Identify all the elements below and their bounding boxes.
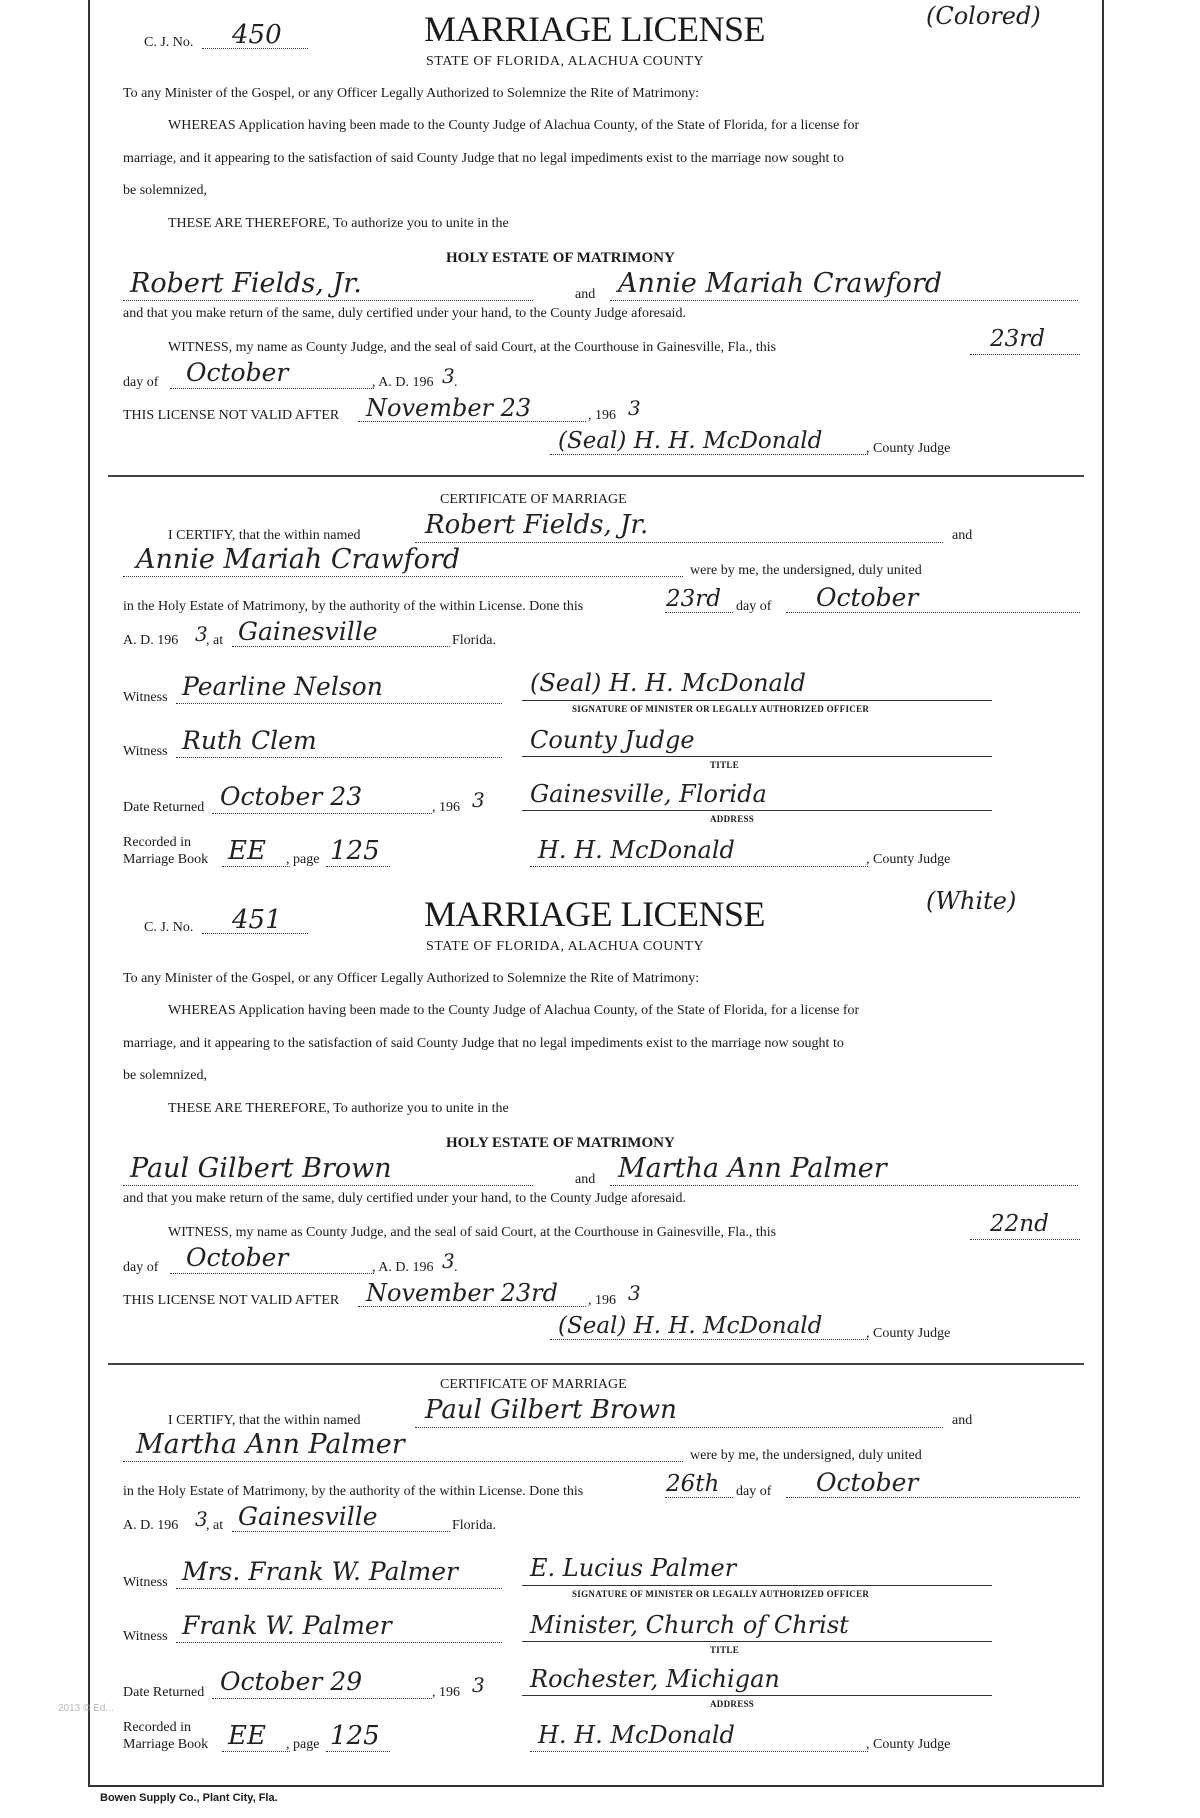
officer-title-line bbox=[522, 1641, 992, 1642]
whereas-line-2: marriage, and it appearing to the satisfaction of said County Judge that no legal impediments exist to the marriage now sought to bbox=[123, 1036, 844, 1051]
done-day-of: day of bbox=[736, 599, 772, 614]
address-line: To any Minister of the Gospel, or any Officer Legally Authorized to Solemnize the Rite of Matrimony: bbox=[123, 971, 700, 986]
witness-line: WITNESS, my name as County Judge, and the seal of said Court, at the Courthouse in Gainesville, Fla., this bbox=[168, 1225, 777, 1240]
cert-and-label: and bbox=[952, 1413, 973, 1428]
month-line bbox=[170, 1273, 374, 1274]
officer-address: Rochester, Michigan bbox=[530, 1665, 780, 1693]
recorder-sign-line bbox=[530, 866, 868, 867]
holy-estate-line: in the Holy Estate of Matrimony, by the authority of the within License. Done this bbox=[123, 599, 584, 614]
ad2-label: A. D. 196 bbox=[123, 633, 179, 648]
officer-title-line bbox=[522, 756, 992, 757]
witness-2-line bbox=[176, 1642, 502, 1643]
license-year-digit: 3 bbox=[442, 364, 455, 388]
ad-label: , A. D. 196 bbox=[372, 1260, 434, 1275]
ad2-label: A. D. 196 bbox=[123, 1518, 179, 1533]
at-label: , at bbox=[206, 1518, 224, 1533]
florida-label: Florida. bbox=[452, 633, 496, 648]
cert-and-label: and bbox=[952, 528, 973, 543]
signature-caption: SIGNATURE OF MINISTER OR LEGALLY AUTHORIZED OFFICER bbox=[572, 1589, 870, 1599]
groom-name: Robert Fields, Jr. bbox=[130, 268, 362, 299]
county-judge-label: , County Judge bbox=[866, 1326, 951, 1341]
document-sheet bbox=[88, 0, 1104, 1787]
done-day-line bbox=[665, 612, 733, 613]
cert-groom-line bbox=[415, 542, 943, 543]
holy-estate-heading: HOLY ESTATE OF MATRIMONY bbox=[446, 1135, 675, 1151]
done-month-line bbox=[786, 612, 1080, 613]
not-valid-year-digit: 3 bbox=[628, 1281, 641, 1305]
not-valid-year-digit: 3 bbox=[628, 396, 641, 420]
judge-sign-line bbox=[550, 1339, 868, 1340]
page-label: , page bbox=[286, 852, 320, 867]
cert-groom-line bbox=[415, 1427, 943, 1428]
at-label: , at bbox=[206, 633, 224, 648]
title-caption: TITLE bbox=[710, 760, 740, 770]
license-month: October bbox=[186, 1243, 289, 1272]
judge-sign-line bbox=[550, 454, 868, 455]
ad-label: , A. D. 196 bbox=[372, 375, 434, 390]
not-valid-year-label: , 196 bbox=[588, 1293, 616, 1308]
witness-1-name: Pearline Nelson bbox=[182, 672, 383, 701]
record-page: 125 bbox=[330, 1721, 380, 1751]
officer-sign-line bbox=[522, 700, 992, 701]
witness-2-name: Frank W. Palmer bbox=[182, 1611, 392, 1640]
cj-label: C. J. No. bbox=[144, 920, 194, 935]
place-line bbox=[232, 646, 450, 647]
certify-label: I CERTIFY, that the within named bbox=[168, 1413, 361, 1428]
page-label: , page bbox=[286, 1737, 320, 1752]
witness-2-name: Ruth Clem bbox=[182, 726, 317, 755]
recorded-label-1: Recorded in bbox=[123, 835, 192, 850]
certify-label: I CERTIFY, that the within named bbox=[168, 528, 361, 543]
date-returned: October 29 bbox=[220, 1667, 363, 1696]
officer-address: Gainesville, Florida bbox=[530, 780, 767, 808]
returned-year-digit: 3 bbox=[472, 788, 485, 812]
judge-signature: (Seal) H. H. McDonald bbox=[558, 1313, 823, 1339]
return-line: and that you make return of the same, duly certified under your hand, to the County Judge aforesaid. bbox=[123, 306, 686, 321]
race-note: (Colored) bbox=[926, 2, 1041, 30]
recorder-caption: , County Judge bbox=[866, 1737, 951, 1752]
address-caption: ADDRESS bbox=[710, 1699, 755, 1709]
book-line bbox=[222, 866, 290, 867]
ad-end: . bbox=[454, 375, 458, 390]
recorder-signature: H. H. McDonald bbox=[538, 836, 735, 864]
divider bbox=[108, 1363, 1084, 1365]
cert-bride-name: Martha Ann Palmer bbox=[136, 1429, 405, 1460]
whereas-line-1: WHEREAS Application having been made to the County Judge of Alachua County, of the State of Florida, for a license for bbox=[168, 118, 860, 133]
witness-2-label: Witness bbox=[123, 744, 168, 759]
recorded-label-2: Marriage Book bbox=[123, 852, 209, 867]
cj-number: 451 bbox=[232, 905, 282, 935]
florida-label: Florida. bbox=[452, 1518, 496, 1533]
therefore-line: THESE ARE THEREFORE, To authorize you to unite in the bbox=[168, 1101, 509, 1116]
date-returned-label: Date Returned bbox=[123, 1685, 205, 1700]
ad-end: . bbox=[454, 1260, 458, 1275]
witness-day-line bbox=[970, 354, 1080, 355]
recorder-caption: , County Judge bbox=[866, 852, 951, 867]
groom-name: Paul Gilbert Brown bbox=[130, 1153, 392, 1184]
not-valid-year-label: , 196 bbox=[588, 408, 616, 423]
holy-estate-line: in the Holy Estate of Matrimony, by the authority of the within License. Done this bbox=[123, 1484, 584, 1499]
done-day: 23rd bbox=[666, 586, 721, 612]
cert-bride-line bbox=[123, 576, 683, 577]
marriage-book: EE bbox=[228, 1721, 266, 1751]
recorder-signature: H. H. McDonald bbox=[538, 1721, 735, 1749]
witness-1-label: Witness bbox=[123, 1575, 168, 1590]
done-day: 26th bbox=[666, 1471, 720, 1497]
and-label: and bbox=[575, 287, 596, 302]
witness-day: 23rd bbox=[990, 326, 1045, 352]
therefore-line: THESE ARE THEREFORE, To authorize you to unite in the bbox=[168, 216, 509, 231]
returned-year-label: , 196 bbox=[432, 800, 460, 815]
not-valid-label: THIS LICENSE NOT VALID AFTER bbox=[123, 1293, 340, 1308]
ad2-year-digit: 3 bbox=[195, 1507, 208, 1531]
page-line bbox=[326, 1751, 390, 1752]
officer-sign-line bbox=[522, 1585, 992, 1586]
license-title: MARRIAGE LICENSE bbox=[424, 9, 765, 49]
date-returned-line bbox=[212, 813, 432, 814]
united-label: were by me, the undersigned, duly united bbox=[690, 563, 922, 578]
bride-line bbox=[610, 300, 1078, 301]
recorder-sign-line bbox=[530, 1751, 868, 1752]
marriage-place: Gainesville bbox=[238, 1502, 378, 1531]
certificate-title: CERTIFICATE OF MARRIAGE bbox=[440, 1377, 627, 1392]
day-of-label: day of bbox=[123, 1260, 159, 1275]
county-judge-label: , County Judge bbox=[866, 441, 951, 456]
witness-1-line bbox=[176, 1588, 502, 1589]
not-valid-date: November 23 bbox=[366, 394, 532, 422]
printer-imprint: Bowen Supply Co., Plant City, Fla. bbox=[100, 1792, 278, 1804]
address-caption: ADDRESS bbox=[710, 814, 755, 824]
cert-groom-name: Robert Fields, Jr. bbox=[425, 510, 649, 540]
page-line bbox=[326, 866, 390, 867]
license-month: October bbox=[186, 358, 289, 387]
officer-signature: (Seal) H. H. McDonald bbox=[530, 669, 806, 697]
place-line bbox=[232, 1531, 450, 1532]
ad2-year-digit: 3 bbox=[195, 622, 208, 646]
returned-year-label: , 196 bbox=[432, 1685, 460, 1700]
date-returned: October 23 bbox=[220, 782, 363, 811]
witness-day: 22nd bbox=[990, 1211, 1049, 1237]
record-page: 125 bbox=[330, 836, 380, 866]
recorded-label-2: Marriage Book bbox=[123, 1737, 209, 1752]
license-subtitle: STATE OF FLORIDA, ALACHUA COUNTY bbox=[426, 54, 705, 69]
license-title: MARRIAGE LICENSE bbox=[424, 894, 765, 934]
officer-address-line bbox=[522, 810, 992, 811]
and-label: and bbox=[575, 1172, 596, 1187]
watermark-stamp: 2013 © Ed... bbox=[58, 1703, 114, 1714]
date-returned-line bbox=[212, 1698, 432, 1699]
month-line bbox=[170, 388, 374, 389]
witness-1-label: Witness bbox=[123, 690, 168, 705]
whereas-line-3: be solemnized, bbox=[123, 183, 207, 198]
holy-estate-heading: HOLY ESTATE OF MATRIMONY bbox=[446, 250, 675, 266]
book-line bbox=[222, 1751, 290, 1752]
officer-address-line bbox=[522, 1695, 992, 1696]
witness-2-label: Witness bbox=[123, 1629, 168, 1644]
license-subtitle: STATE OF FLORIDA, ALACHUA COUNTY bbox=[426, 939, 705, 954]
groom-line bbox=[123, 300, 533, 301]
done-month-line bbox=[786, 1497, 1080, 1498]
witness-2-line bbox=[176, 757, 502, 758]
address-line: To any Minister of the Gospel, or any Officer Legally Authorized to Solemnize the Rite of Matrimony: bbox=[123, 86, 700, 101]
done-day-line bbox=[665, 1497, 733, 1498]
license-year-digit: 3 bbox=[442, 1249, 455, 1273]
date-returned-label: Date Returned bbox=[123, 800, 205, 815]
officer-title: Minister, Church of Christ bbox=[530, 1611, 849, 1639]
bride-line bbox=[610, 1185, 1078, 1186]
not-valid-date: November 23rd bbox=[366, 1279, 559, 1307]
returned-year-digit: 3 bbox=[472, 1673, 485, 1697]
witness-line: WITNESS, my name as County Judge, and the seal of said Court, at the Courthouse in Gainesville, Fla., this bbox=[168, 340, 777, 355]
bride-name: Annie Mariah Crawford bbox=[618, 268, 943, 299]
day-of-label: day of bbox=[123, 375, 159, 390]
whereas-line-2: marriage, and it appearing to the satisfaction of said County Judge that no legal impediments exist to the marriage now sought to bbox=[123, 151, 844, 166]
signature-caption: SIGNATURE OF MINISTER OR LEGALLY AUTHORIZED OFFICER bbox=[572, 704, 870, 714]
officer-signature: E. Lucius Palmer bbox=[530, 1554, 737, 1582]
groom-line bbox=[123, 1185, 533, 1186]
witness-1-name: Mrs. Frank W. Palmer bbox=[182, 1557, 458, 1586]
officer-title: County Judge bbox=[530, 726, 695, 754]
done-month: October bbox=[816, 583, 919, 612]
united-label: were by me, the undersigned, duly united bbox=[690, 1448, 922, 1463]
done-day-of: day of bbox=[736, 1484, 772, 1499]
bride-name: Martha Ann Palmer bbox=[618, 1153, 887, 1184]
cj-number: 450 bbox=[232, 20, 282, 50]
race-note: (White) bbox=[926, 887, 1017, 915]
whereas-line-1: WHEREAS Application having been made to the County Judge of Alachua County, of the State of Florida, for a license for bbox=[168, 1003, 860, 1018]
divider bbox=[108, 475, 1084, 477]
cj-label: C. J. No. bbox=[144, 35, 194, 50]
witness-1-line bbox=[176, 703, 502, 704]
whereas-line-3: be solemnized, bbox=[123, 1068, 207, 1083]
judge-signature: (Seal) H. H. McDonald bbox=[558, 428, 823, 454]
return-line: and that you make return of the same, duly certified under your hand, to the County Judge aforesaid. bbox=[123, 1191, 686, 1206]
not-valid-label: THIS LICENSE NOT VALID AFTER bbox=[123, 408, 340, 423]
marriage-place: Gainesville bbox=[238, 617, 378, 646]
cert-groom-name: Paul Gilbert Brown bbox=[425, 1395, 677, 1425]
cert-bride-name: Annie Mariah Crawford bbox=[136, 544, 461, 575]
witness-day-line bbox=[970, 1239, 1080, 1240]
cert-bride-line bbox=[123, 1461, 683, 1462]
title-caption: TITLE bbox=[710, 1645, 740, 1655]
certificate-title: CERTIFICATE OF MARRIAGE bbox=[440, 492, 627, 507]
recorded-label-1: Recorded in bbox=[123, 1720, 192, 1735]
done-month: October bbox=[816, 1468, 919, 1497]
marriage-book: EE bbox=[228, 836, 266, 866]
